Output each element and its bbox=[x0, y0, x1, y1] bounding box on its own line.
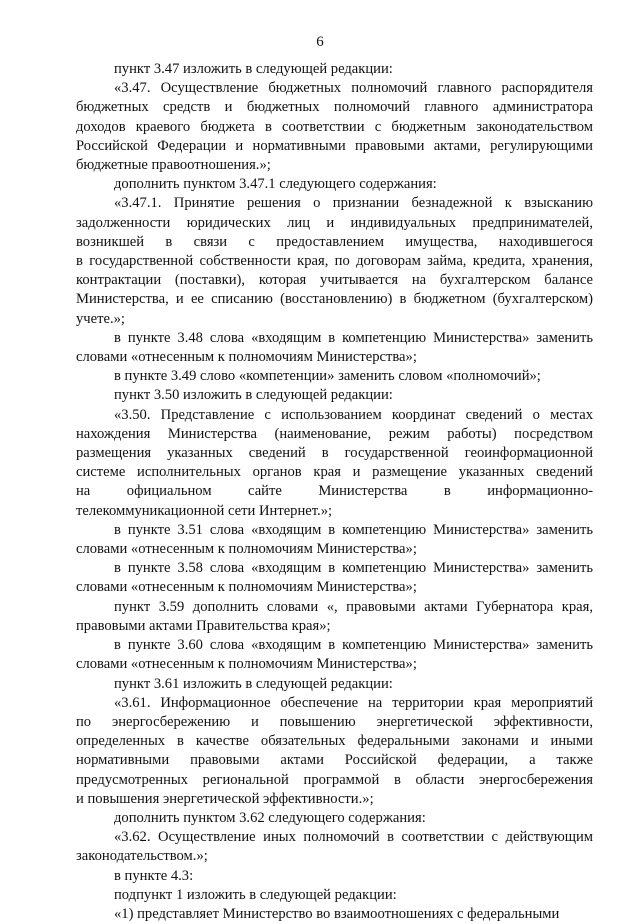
paragraph-line: в пункте 3.49 слово «компетенции» заменить словом «полномочий»; bbox=[114, 368, 541, 385]
document-body bbox=[76, 60, 593, 924]
paragraph-line: нахождения Министерства (наименование, режим работы) посредством bbox=[76, 425, 593, 442]
paragraph bbox=[76, 636, 593, 674]
paragraph-line: Российской Федерации и нормативными правовыми актами, регулирующими bbox=[76, 137, 593, 154]
paragraph-line: контрактации (поставки), которая учитывается на бухгалтерском балансе bbox=[76, 272, 593, 289]
paragraph bbox=[76, 194, 593, 328]
paragraph bbox=[76, 367, 593, 386]
paragraph-line: по энергосбережению и повышению энергетической эффективности, bbox=[76, 713, 593, 730]
paragraph bbox=[76, 867, 593, 886]
paragraph-line: системе исполнительных органов края и размещение указанных сведений bbox=[76, 464, 593, 481]
paragraph-line: в государственной собственности края, по договорам займа, кредита, хранения, bbox=[76, 253, 593, 270]
paragraph-line: телекоммуникационной сети Интернет.»; bbox=[76, 502, 333, 519]
paragraph bbox=[76, 559, 593, 597]
paragraph-line: бюджетных средств и бюджетных полномочий главного администратора bbox=[76, 99, 593, 116]
paragraph-line: в пункте 3.60 слова «входящим в компетенцию Министерства» заменить bbox=[114, 637, 593, 654]
paragraph bbox=[76, 694, 593, 809]
page-number: 6 bbox=[316, 34, 324, 50]
paragraph-line: размещения указанных сведений в государственной геоинформационной bbox=[76, 445, 593, 462]
paragraph-line: подпункт 1 изложить в следующей редакции: bbox=[114, 886, 397, 903]
paragraph-line: доходов краевого бюджета в соответствии с бюджетным законодательством bbox=[76, 118, 593, 135]
paragraph bbox=[76, 905, 593, 924]
paragraph-line: «3.47.1. Принятие решения о признании безнадежной к взысканию bbox=[114, 195, 593, 212]
paragraph-line: словами «отнесенным к полномочиям Министерства»; bbox=[76, 579, 417, 596]
paragraph-line: учете.»; bbox=[76, 310, 125, 327]
paragraph-line: предусмотренных региональной программой в области энергосбережения bbox=[76, 771, 593, 788]
paragraph-line: бюджетные правоотношения.»; bbox=[76, 157, 271, 174]
paragraph bbox=[76, 598, 593, 636]
paragraph-line: Министерства, и ее списанию (восстановлению) в бюджетном (бухгалтерском) bbox=[76, 291, 593, 308]
paragraph bbox=[76, 828, 593, 866]
paragraph-line: словами «отнесенным к полномочиям Министерства»; bbox=[76, 656, 417, 673]
paragraph-line: в пункте 4.3: bbox=[114, 867, 194, 884]
paragraph-line: пункт 3.47 изложить в следующей редакции: bbox=[114, 61, 393, 77]
paragraph-line: дополнить пунктом 3.62 следующего содержания: bbox=[114, 809, 426, 826]
paragraph bbox=[76, 886, 593, 905]
paragraph bbox=[76, 79, 593, 175]
paragraph bbox=[76, 521, 593, 559]
paragraph-line: задолженности юридических лиц и индивидуальных предпринимателей, bbox=[76, 214, 593, 231]
paragraph-line: словами «отнесенным к полномочиям Министерства»; bbox=[76, 349, 417, 366]
paragraph-line: пункт 3.59 дополнить словами «, правовыми актами Губернатора края, bbox=[114, 598, 593, 615]
paragraph-line: на официальном сайте Министерства в информационно- bbox=[76, 483, 593, 500]
paragraph-line: возникшей в связи с предоставлением имущества, находившегося bbox=[76, 233, 593, 250]
paragraph-line: «3.50. Представление с использованием координат сведений о местах bbox=[114, 406, 593, 423]
paragraph bbox=[76, 175, 593, 194]
paragraph-line: словами «отнесенным к полномочиям Министерства»; bbox=[76, 541, 417, 558]
paragraph-line: «1) представляет Министерство во взаимоотношениях с федеральными bbox=[114, 905, 560, 922]
paragraph bbox=[76, 60, 593, 79]
paragraph bbox=[76, 675, 593, 694]
paragraph bbox=[76, 406, 593, 521]
paragraph bbox=[76, 809, 593, 828]
paragraph bbox=[76, 329, 593, 367]
paragraph-line: определенных в качестве обязательных федеральными законами и иными bbox=[76, 733, 593, 750]
paragraph-line: «3.47. Осуществление бюджетных полномочий главного распорядителя bbox=[114, 80, 593, 97]
paragraph bbox=[76, 386, 593, 405]
paragraph-line: дополнить пунктом 3.47.1 следующего содержания: bbox=[114, 176, 437, 193]
paragraph-line: «3.61. Информационное обеспечение на территории края мероприятий bbox=[114, 694, 593, 711]
paragraph-line: «3.62. Осуществление иных полномочий в соответствии с действующим bbox=[114, 829, 593, 846]
paragraph-line: и повышения энергетической эффективности.»; bbox=[76, 790, 374, 807]
paragraph-line: нормативными правовыми актами Российской федерации, а также bbox=[76, 752, 593, 769]
paragraph-line: законодательством.»; bbox=[76, 848, 208, 865]
paragraph-line: пункт 3.50 изложить в следующей редакции: bbox=[114, 387, 393, 404]
paragraph-line: в пункте 3.51 слова «входящим в компетенцию Министерства» заменить bbox=[114, 521, 593, 538]
paragraph-line: правовыми актами Правительства края»; bbox=[76, 617, 331, 634]
paragraph-line: в пункте 3.58 слова «входящим в компетенцию Министерства» заменить bbox=[114, 560, 593, 577]
paragraph-line: пункт 3.61 изложить в следующей редакции: bbox=[114, 675, 393, 692]
paragraph-line: в пункте 3.48 слова «входящим в компетенцию Министерства» заменить bbox=[114, 329, 593, 346]
